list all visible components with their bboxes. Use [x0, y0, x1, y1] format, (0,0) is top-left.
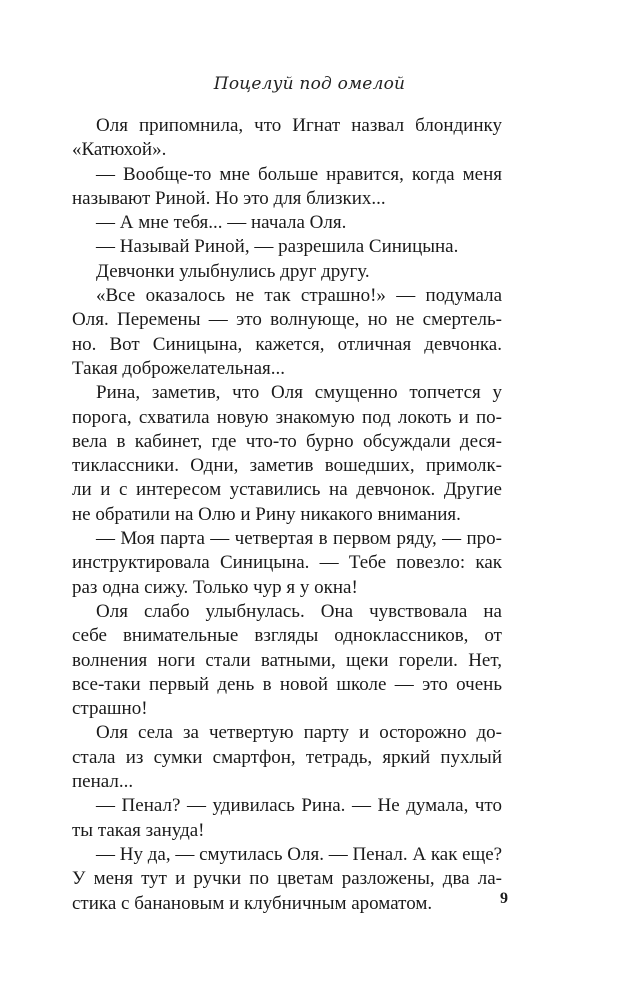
text-line: «Катюхой». — [72, 139, 167, 161]
text-line: Рина, заметив, что Оля смущенно топчется у — [96, 382, 502, 404]
text-line: тиклассники. Одни, заметив вошедших, примолк- — [72, 455, 502, 477]
text-line: Оля слабо улыбнулась. Она чувствовала на — [96, 600, 502, 622]
text-line: Девчонки улыбнулись друг другу. — [96, 260, 370, 282]
text-line: вела в кабинет, где что-то бурно обсуждали деся- — [72, 430, 502, 452]
text-line: Такая доброжелательная... — [72, 357, 285, 379]
text-line: — Называй Риной, — разрешила Синицына. — [96, 236, 459, 258]
running-title: Поцелуй под омелой — [213, 74, 406, 94]
paragraph — [72, 794, 502, 843]
paragraph — [72, 260, 502, 284]
text-line: «Все оказалось не так страшно!» — подумала — [96, 285, 502, 307]
text-line: У меня тут и ручки по цветам разложены, два ла- — [72, 868, 502, 890]
paragraph — [72, 600, 502, 721]
text-line: Оля. Перемены — это волнующе, но не смертель- — [72, 309, 502, 331]
paragraph — [72, 284, 502, 381]
paragraph — [72, 114, 502, 163]
text-line: ли и с интересом уставились на девчонок. Другие — [72, 479, 502, 501]
text-line: Оля села за четвертую парту и осторожно до- — [96, 722, 502, 744]
text-line: порога, схватила новую знакомую под локоть и по- — [72, 406, 502, 428]
paragraph — [72, 211, 502, 235]
text-line: — А мне тебя... — начала Оля. — [96, 212, 347, 234]
paragraph — [72, 843, 502, 916]
text-line: раз одна сижу. Только чур я у окна! — [72, 576, 358, 598]
text-line: — Пенал? — удивилась Рина. — Не думала, что — [96, 795, 502, 817]
text-line: себе внимательные взгляды одноклассников, от — [72, 625, 502, 647]
text-line: инструктировала Синицына. — Тебе повезло: как — [72, 552, 502, 574]
text-line: волнения ноги стали ватными, щеки горели. Нет, — [72, 649, 502, 671]
text-line: стика с банановым и клубничным ароматом. — [72, 892, 433, 914]
paragraph — [72, 381, 502, 527]
text-line: все-таки первый день в новой школе — это очень — [72, 673, 502, 695]
text-line: Оля припомнила, что Игнат назвал блондинку — [96, 115, 502, 136]
text-line: страшно! — [72, 698, 148, 720]
body-text — [72, 114, 502, 916]
text-line: ты такая зануда! — [72, 819, 205, 841]
paragraph — [72, 235, 502, 259]
text-line: — Вообще-то мне больше нравится, когда меня — [96, 163, 502, 185]
text-line: называют Риной. Но это для близких... — [72, 187, 386, 209]
paragraph — [72, 527, 502, 600]
text-line: — Моя парта — четвертая в первом ряду, — про- — [96, 528, 502, 550]
text-line: но. Вот Синицына, кажется, отличная девчонка. — [72, 333, 502, 355]
text-line: пенал... — [72, 771, 134, 793]
text-line: — Ну да, — смутилась Оля. — Пенал. А как еще? — [96, 843, 503, 865]
paragraph — [72, 721, 502, 794]
text-line: не обратили на Олю и Рину никакого внимания. — [72, 503, 461, 525]
page-number: 9 — [500, 890, 508, 907]
paragraph — [72, 163, 502, 212]
text-line: стала из сумки смартфон, тетрадь, яркий пухлый — [72, 746, 502, 768]
